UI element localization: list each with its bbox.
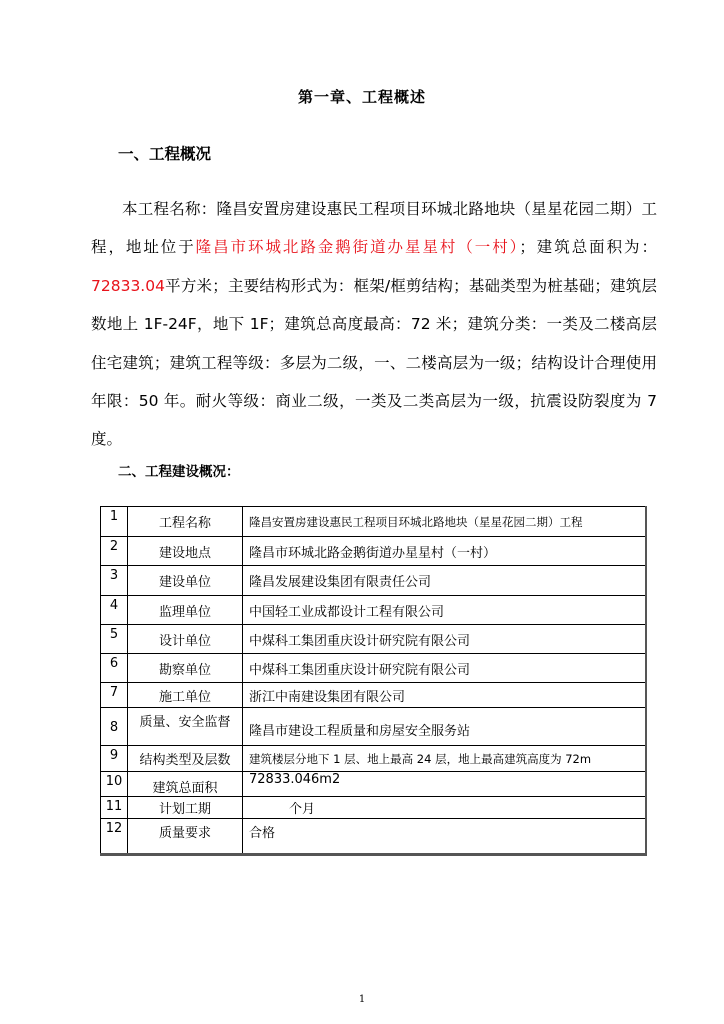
row-label: 设计单位 [128, 625, 243, 654]
row-value: 中国轻工业成都设计工程有限公司 [243, 596, 647, 625]
table-row [101, 537, 647, 566]
row-value: 个月 [243, 797, 647, 819]
row-value: 建筑楼层分地下 1 层、地上最高 24 层，地上最高建筑高度为 72m [243, 746, 647, 772]
row-number: 10 [101, 772, 128, 797]
paragraph-text-2: ；建筑总面积为： [519, 238, 657, 257]
row-label: 工程名称 [128, 507, 243, 537]
row-value: 72833.046m2 [243, 772, 647, 797]
row-number: 5 [101, 625, 128, 654]
row-label: 监理单位 [128, 596, 243, 625]
row-number: 12 [101, 819, 128, 855]
row-label: 施工单位 [128, 683, 243, 708]
row-number: 6 [101, 654, 128, 683]
section-heading-overview: 一、工程概况 [118, 145, 212, 163]
row-number: 7 [101, 683, 128, 708]
row-number: 11 [101, 797, 128, 819]
page-title: 第一章、工程概述 [297, 88, 426, 106]
table-row [101, 772, 647, 797]
row-number: 2 [101, 537, 128, 566]
row-value: 浙江中南建设集团有限公司 [243, 683, 647, 708]
row-value: 合格 [243, 819, 647, 855]
table-row [101, 708, 647, 746]
row-number: 8 [101, 708, 128, 746]
row-label: 建设单位 [128, 566, 243, 596]
row-label: 结构类型及层数 [128, 746, 243, 772]
row-number: 4 [101, 596, 128, 625]
section-heading-construction: 二、工程建设概况： [118, 464, 240, 480]
row-value: 隆昌安置房建设惠民工程项目环城北路地块（星星花园二期）工程 [243, 507, 647, 537]
table-row [101, 797, 647, 819]
project-info-table [100, 506, 647, 856]
paragraph-text-3: 平方米；主要结构形式为：框架/框剪结构；基础类型为桩基础；建筑层数地上 1F-24F，地下 1F；建筑总高度最高：72 米；建筑分类：一类及二楼高层住宅建筑；建筑工程等级：多层为二级，一、二楼高层为一级；结构设计合理使用年限：50 年。耐火等级：商业二级，一类及二类高层为一级，抗震设防裂度为 7 度。 [91, 276, 657, 449]
table-row [101, 507, 647, 537]
row-number: 1 [101, 507, 128, 537]
row-label: 计划工期 [128, 797, 243, 819]
page-number: 1 [358, 994, 366, 1005]
row-label: 质量、安全监督 [128, 708, 243, 746]
table-row [101, 566, 647, 596]
table-row [101, 654, 647, 683]
overview-paragraph [91, 190, 657, 459]
total-area: 72833.04 [91, 276, 165, 295]
row-label: 建筑总面积 [128, 772, 243, 797]
table-row [101, 819, 647, 855]
table-row [101, 683, 647, 708]
row-number: 3 [101, 566, 128, 596]
row-label: 建设地点 [128, 537, 243, 566]
paragraph-text-1: 本工程名称：隆昌安置房建设惠民工程项目环城北路地块（星星花园二期）工程，地址位于 [91, 200, 657, 257]
project-address: 隆昌市环城北路金鹅街道办星星村（一村） [195, 238, 520, 257]
table-row [101, 746, 647, 772]
table-row [101, 596, 647, 625]
row-number: 9 [101, 746, 128, 772]
row-label: 勘察单位 [128, 654, 243, 683]
table-row [101, 625, 647, 654]
row-value: 隆昌发展建设集团有限责任公司 [243, 566, 647, 596]
row-value: 中煤科工集团重庆设计研究院有限公司 [243, 625, 647, 654]
row-value: 隆昌市环城北路金鹅街道办星星村（一村） [243, 537, 647, 566]
row-value: 中煤科工集团重庆设计研究院有限公司 [243, 654, 647, 683]
row-value: 隆昌市建设工程质量和房屋安全服务站 [243, 708, 647, 746]
row-label: 质量要求 [128, 819, 243, 855]
